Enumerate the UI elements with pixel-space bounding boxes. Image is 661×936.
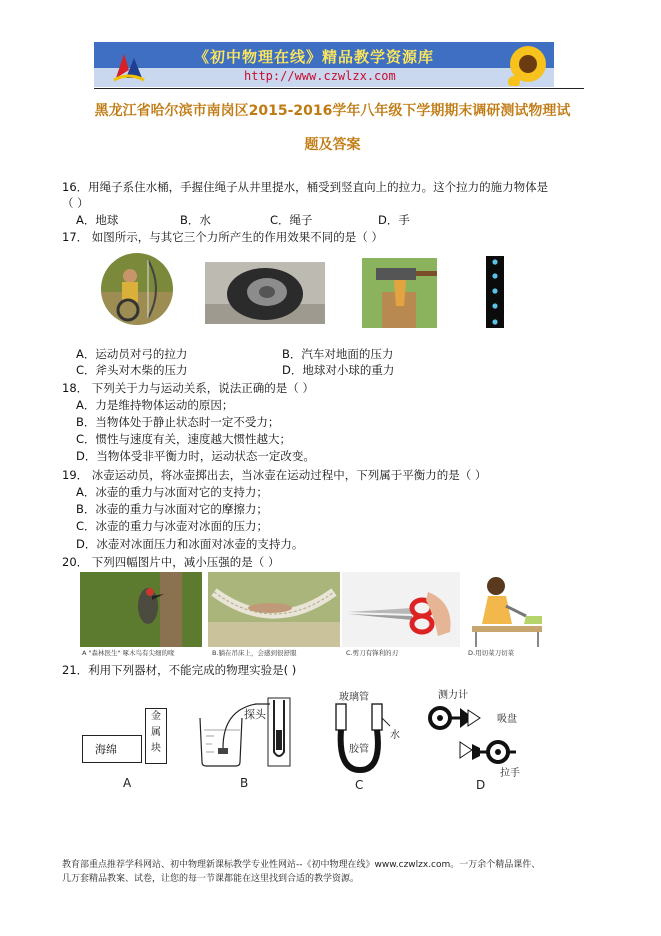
q21-diagram-pressure-gauge [196, 690, 306, 770]
q21-stem: 21．利用下列器材，不能完成的物理实验是( ) [62, 663, 297, 677]
document-title-line2: 题及答案 [304, 137, 361, 153]
q17-option-a: A．运动员对弓的拉力 [76, 347, 188, 361]
q21-metal-block-label-3: 块 [151, 743, 161, 754]
q21-metal-block-label-2: 属 [151, 727, 161, 738]
q21-probe-label: 探头 [244, 708, 266, 721]
q21-sponge-box [82, 735, 142, 763]
q18-stem: 18． 下列关于力与运动关系，说法正确的是（ ） [62, 381, 314, 395]
q18-option-b: B．当物体处于静止状态时一定不受力； [76, 415, 280, 429]
q21-figure-b-letter: B [240, 776, 249, 790]
banner-title: 《初中物理在线》精品教学资源库 [194, 48, 435, 66]
q19-stem: 19． 冰壶运动员，将冰壶掷出去，当冰壶在运动过程中，下列属于平衡力的是（ ） [62, 468, 487, 482]
q17-photo-axe-wood [362, 258, 437, 328]
q17-option-d: D．地球对小球的重力 [282, 363, 395, 377]
q20-drawing-chopping [466, 572, 548, 647]
q21-sponge-label: 海绵 [95, 743, 117, 756]
document-title-line1: 黑龙江省哈尔滨市南岗区2015-2016学年八年级下学期期末调研测试物理试 [94, 103, 571, 119]
q19-option-b: B．冰壶的重力与冰面对它的摩擦力； [76, 502, 268, 516]
q16-option-d: D．手 [378, 213, 410, 227]
q17-photo-archer [100, 252, 174, 326]
q17-option-c: C．斧头对木柴的压力 [76, 363, 188, 377]
q21-water-label: 水 [390, 730, 400, 741]
q17-option-b: B．汽车对地面的压力 [282, 347, 394, 361]
q21-figure-d-letter: D [476, 778, 486, 792]
q19-option-a: A．冰壶的重力与冰面对它的支持力； [76, 485, 268, 499]
q19-option-d: D．冰壶对冰面压力和冰面对冰壶的支持力。 [76, 537, 304, 551]
q18-option-d: D．当物体受非平衡力时，运动状态一定改变。 [76, 449, 315, 463]
q16-blank: （ ） [62, 196, 89, 210]
q21-metal-block [145, 708, 167, 764]
q21-suction-cup-label: 吸盘 [497, 714, 517, 725]
q20-stem: 20． 下列四幅图片中，减小压强的是（ ） [62, 555, 280, 569]
q21-figure-a-letter: A [123, 776, 132, 790]
q20-photo-scissors [342, 572, 460, 647]
q18-option-c: C．惯性与速度有关，速度越大惯性越大； [76, 432, 292, 446]
q21-figure-c-letter: C [355, 778, 364, 792]
footer-line2: 几万套精品教案、试卷，让您的每一节课都能在这里找到合适的教学资源。 [62, 874, 360, 884]
q18-option-a: A．力是维持物体运动的原因； [76, 398, 234, 412]
q17-stem: 17． 如图所示，与其它三个力所产生的作用效果不同的是（ ） [62, 230, 383, 244]
q16-option-c: C．绳子 [270, 213, 313, 227]
q21-glass-tube-label: 玻璃管 [339, 692, 369, 703]
sunflower-icon [506, 44, 550, 86]
q16-stem: 16．用绳子系住水桶，手握住绳子从井里提水，桶受到竖直向上的拉力。这个拉力的施力物体是 [62, 180, 549, 194]
page-footer [62, 858, 602, 886]
banner-url[interactable]: http://www.czwlzx.com [244, 69, 396, 83]
site-logo-icon [112, 48, 146, 82]
header-banner [94, 42, 554, 87]
q17-photo-falling-ball [486, 256, 504, 328]
q21-force-meter-label: 测力计 [438, 690, 468, 701]
q21-handle-label: 拉手 [500, 768, 520, 779]
q20-photo-woodpecker [80, 572, 202, 647]
q16-option-a: A．地球 [76, 213, 119, 227]
q20-photo-hammock [208, 572, 340, 647]
q16-option-b: B．水 [180, 213, 211, 227]
q19-option-c: C．冰壶的重力与冰壶对冰面的压力； [76, 519, 269, 533]
q21-metal-block-label-1: 金 [151, 711, 161, 722]
footer-line1: 教育部重点推荐学科网站、初中物理新课标教学专业性网站--《初中物理在线》www.czwlzx.com。一万余个精品课件、 [62, 860, 541, 870]
document-title [60, 94, 605, 162]
q21-rubber-tube-label: 胶管 [349, 744, 369, 755]
q20-caption-d: D.用切菜刀切菜 [468, 649, 515, 657]
q20-caption-b: B.躺在吊床上，会感到很舒服 [212, 649, 297, 657]
q20-caption-c: C.剪刀有锋利的刃 [346, 649, 399, 657]
q17-photo-car-tire [205, 262, 325, 324]
header-divider [94, 88, 584, 89]
q20-caption-a: A "森林医生" 啄木鸟有尖细的喙 [82, 649, 175, 657]
